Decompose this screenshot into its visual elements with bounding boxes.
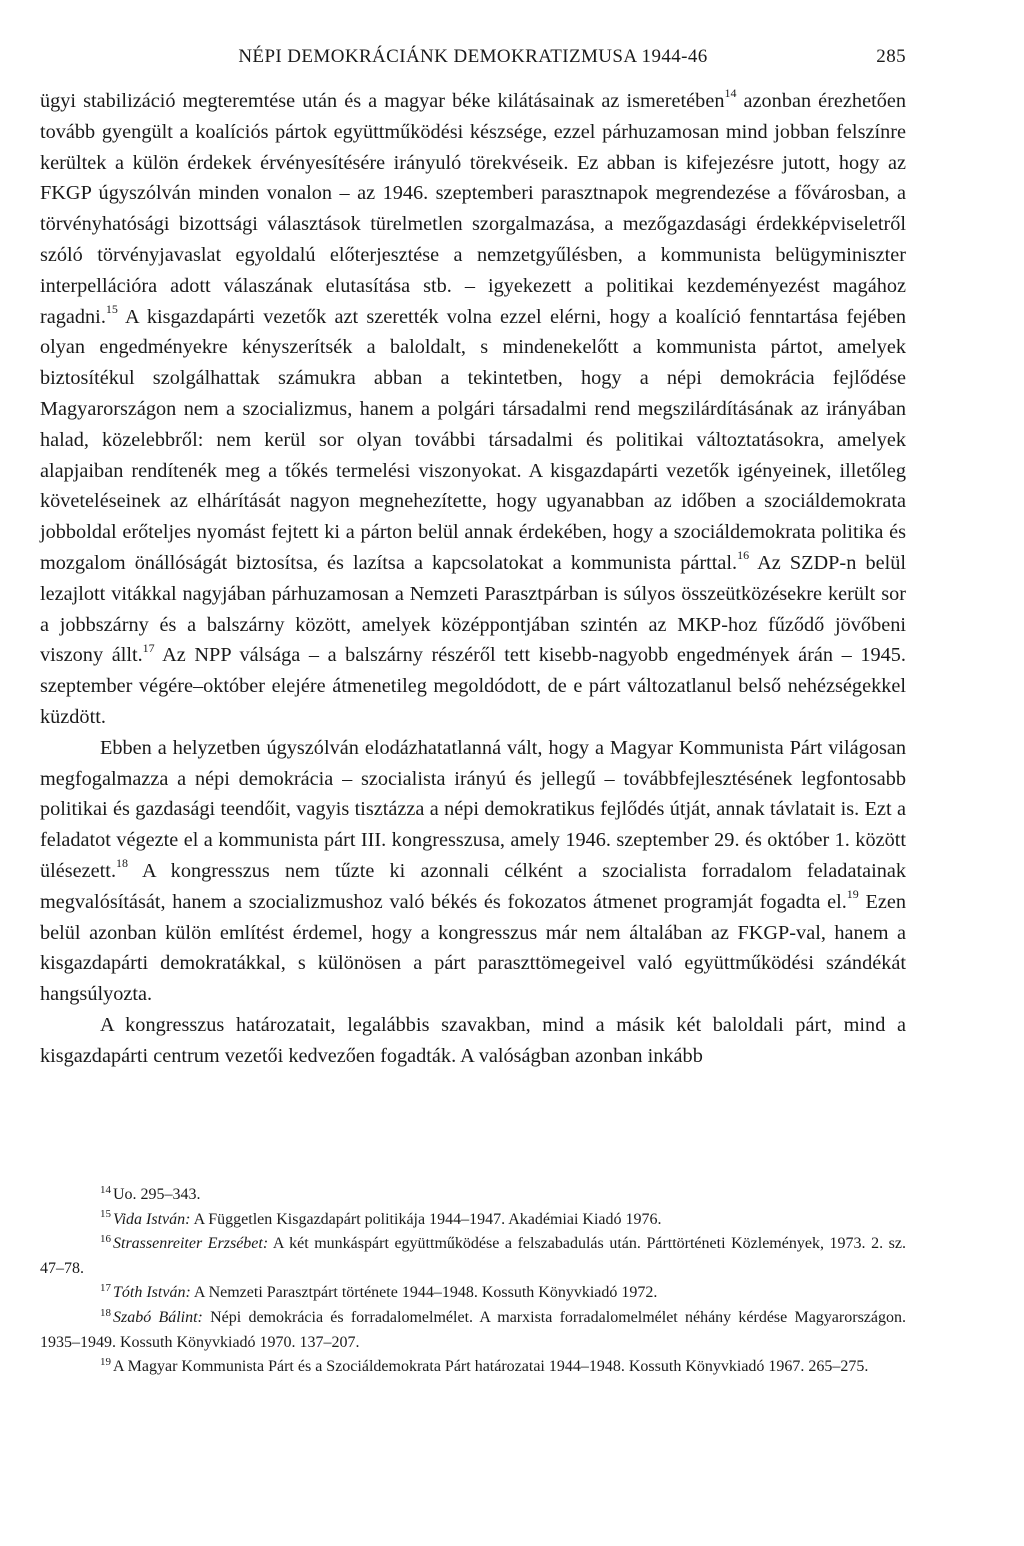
footnote-reference[interactable]: 14 bbox=[724, 86, 737, 101]
paragraph bbox=[40, 733, 906, 1010]
paragraph-text: azonban érezhetően tovább gyengült a koalíciós pártok együttműködési készsége, ezzel párhuzamosan mind jobban felszínre kerültek a külön érdekek érvényesítésére irányuló törekvéseik. Ez abban is kifejezésre jutott, hogy az FKGP úgyszólván minden vonalon – az 1946. szeptemberi parasztnapok megrendezése a fővárosban, a törvényhatósági bizottsági választások türelmetlen szorgalmazása, a mezőgazdasági érdekképviseletről szóló törvényjavaslat egyoldalú előterjesztése a nemzetgyűlésben, a kommunista belügyminiszter interpellációra adott válaszának elutasítása stb. – igyekezett a politikai kezdeményezést magához ragadni. bbox=[40, 90, 906, 328]
paragraph-text: Ezen belül azonban külön említést érdemel, hogy a kongresszus már nem általában az FKGP-val, hanem a kisgazdapárti demokratákkal, s különösen a párt paraszttömegeivel való együttműködési szándékát hangsúlyozta. bbox=[40, 890, 907, 1006]
paragraph-text: Az NPP válsága – a balszárny részéről tett kisebb-nagyobb engedmények árán – 1945. szeptember végére–október elejére átmenetileg megoldódott, de e párt változatlanul belső nehézségekkel küzdött. bbox=[40, 644, 907, 728]
footnote bbox=[40, 1208, 906, 1233]
footnote-number: 15 bbox=[100, 1208, 111, 1221]
paragraph-text: Ebben a helyzetben úgyszólván elodázhatatlanná vált, hogy a Magyar Kommunista Párt világosan megfogalmazza a népi demokrácia – szocialista irányú és jellegű – továbbfejlesztésének legfontosabb politikai és gazdasági teendőit, vagyis tisztázza a népi demokratikus fejlődés útját, annak távlatait is. Ezt a feladatot végezte el a kommunista párt III. kongresszusa, amely 1946. szeptember 29. és október 1. között ülésezett. bbox=[40, 736, 906, 882]
footnote bbox=[40, 1281, 906, 1306]
footnotes bbox=[40, 1183, 906, 1380]
footnote-author: Tóth István: bbox=[113, 1284, 191, 1302]
body-text bbox=[40, 86, 906, 1072]
page-number: 285 bbox=[876, 46, 906, 67]
footnote-text: A Független Kisgazdapárt politikája 1944–1947. Akadémiai Kiadó 1976. bbox=[190, 1210, 662, 1228]
paragraph-text: ügyi stabilizáció megteremtése után és a magyar béke kilátásainak az ismeretében bbox=[40, 90, 725, 112]
footnote-reference[interactable]: 18 bbox=[116, 856, 129, 871]
footnote-number: 14 bbox=[100, 1183, 111, 1196]
running-header bbox=[40, 46, 906, 82]
paragraph-text: A kisgazdapárti vezetők azt szerették volna ezzel elérni, hogy a koalíció fenntartása fejében olyan engedményekre kényszerítsék a baloldalt, s mindenekelőtt a kommunista pártot, amelyek biztosítékul szolgálhattak számukra abban a tekintetben, hogy a népi demokrácia fejlődése Magyarországon nem a szocializmus, hanem a polgári társadalmi rend megszilárdításának az irányában halad, közelebbről: nem kerül sor olyan további társadalmi és politikai változtatásokra, amelyek alapjaiban rendítenék meg a tőkés termelési viszonyokat. A kisgazdapárti vezetők igényeinek, illetőleg követeléseinek az elhárítását nagyon megnehezítette, hogy ugyanabban az időben a szociáldemokrata jobboldal erőteljes nyomást fejtett ki a párton belül annak érdekében, hogy a szociáldemokrata politika és mozgalom önállóságát biztosítsa, és lazítsa a kapcsolatokat a kommunista párttal. bbox=[40, 305, 906, 574]
footnote-reference[interactable]: 17 bbox=[142, 640, 155, 655]
footnote bbox=[40, 1232, 906, 1281]
footnote-text: Népi demokrácia és forradalomelmélet. A marxista forradalomelmélet néhány kérdése Magyarországon. 1935–1949. Kossuth Könyvkiadó 1970. 137–207. bbox=[40, 1308, 906, 1351]
footnote-number: 16 bbox=[100, 1232, 111, 1245]
footnote-reference[interactable]: 16 bbox=[737, 548, 750, 563]
paragraph bbox=[40, 1010, 906, 1072]
footnote-text: Uo. 295–343. bbox=[113, 1186, 201, 1203]
footnote-text: A Magyar Kommunista Párt és a Szociáldemokrata Párt határozatai 1944–1948. Kossuth Könyvkiadó 1967. 265–275. bbox=[113, 1358, 869, 1376]
footnote-number: 18 bbox=[100, 1306, 111, 1319]
page bbox=[40, 46, 906, 1072]
footnote-text: A két munkáspárt együttműködése a felszabadulás után. Párttörténeti Közlemények, 1973. 2. sz. 47–78. bbox=[40, 1235, 906, 1277]
paragraph-text: A kongresszus határozatait, legalábbis szavakban, mind a másik két baloldali párt, mind a kisgazdapárti centrum vezetői kedvezően fogadták. A valóságban azonban inkább bbox=[40, 1013, 906, 1067]
footnote-author: Szabó Bálint: bbox=[113, 1308, 203, 1326]
footnote-number: 17 bbox=[100, 1282, 111, 1295]
paragraph bbox=[40, 86, 906, 733]
footnote bbox=[40, 1355, 906, 1380]
footnote bbox=[40, 1183, 906, 1208]
footnote-reference[interactable]: 19 bbox=[846, 886, 859, 901]
footnote-author: Strassenreiter Erzsébet: bbox=[113, 1235, 269, 1253]
footnote-author: Vida István: bbox=[113, 1210, 191, 1228]
running-title: NÉPI DEMOKRÁCIÁNK DEMOKRATIZMUSA 1944-46 bbox=[238, 46, 708, 67]
paragraph-text: A kongresszus nem tűzte ki azonnali célként a szocialista forradalom feladatainak megvalósítását, hanem a szocializmushoz való békés és fokozatos átmenet programját fogadta el. bbox=[40, 859, 906, 913]
footnote-reference[interactable]: 15 bbox=[105, 301, 118, 316]
footnote bbox=[40, 1306, 906, 1355]
footnote-text: A Nemzeti Parasztpárt története 1944–1948. Kossuth Könyvkiadó 1972. bbox=[190, 1284, 658, 1302]
paragraph-text: Az SZDP-n belül lezajlott vitákkal nagyjában párhuzamosan a Nemzeti Parasztpárban is súlyos összeütközésekre került sor a jobbszárny és a balszárny között, amelyek középpontjában szintén az MKP-hoz fűződő jövőbeni viszony állt. bbox=[40, 551, 906, 667]
footnote-number: 19 bbox=[100, 1355, 111, 1368]
